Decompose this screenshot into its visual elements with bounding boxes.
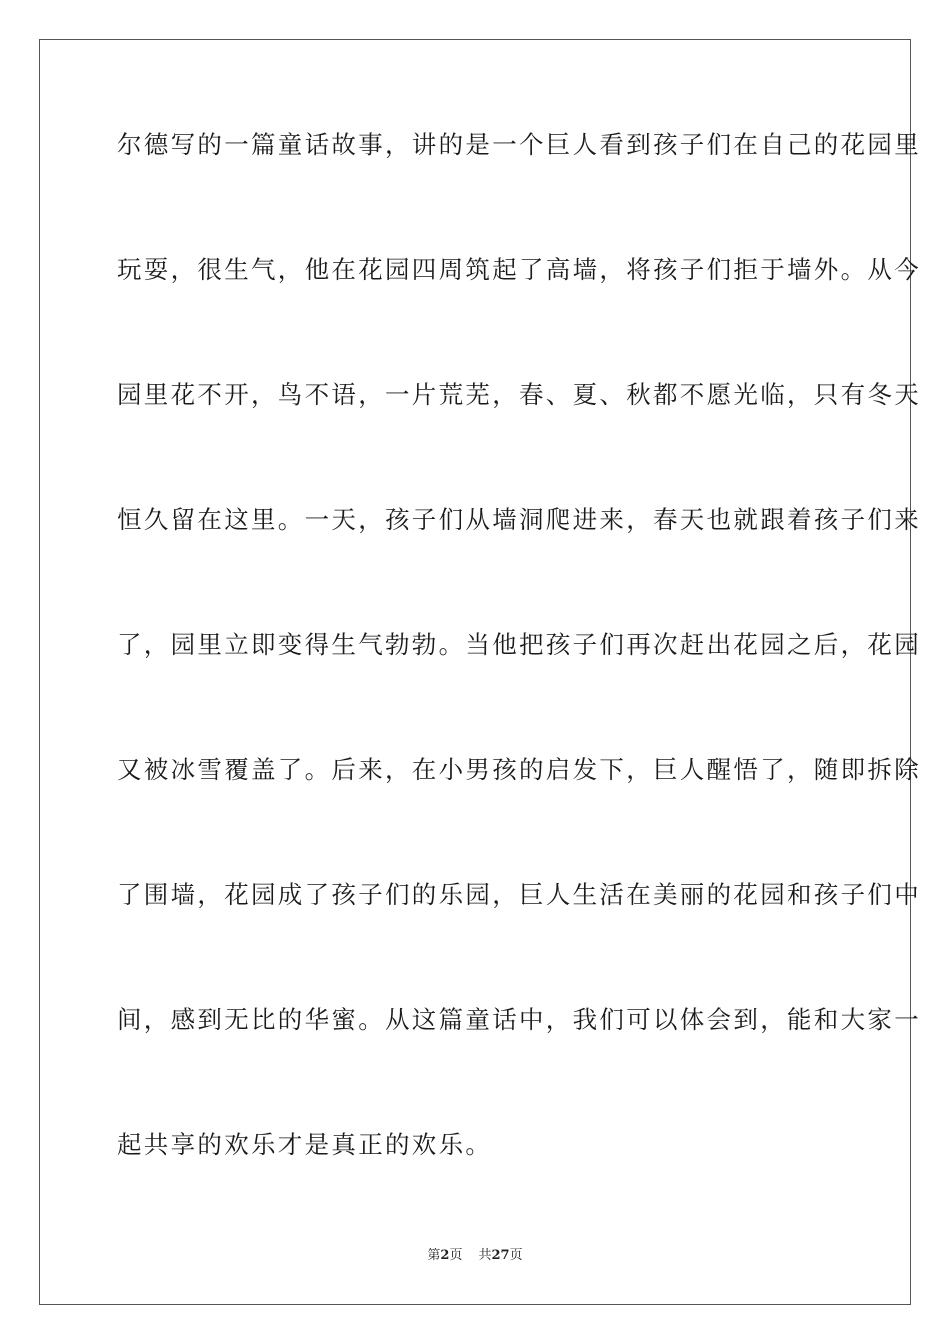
page-footer [0, 1247, 950, 1265]
text-line: 起共享的欢乐才是真正的欢乐。 [117, 1130, 493, 1159]
body-text [117, 128, 921, 1253]
text-line: 园里花不开，鸟不语，一片荒芜，春、夏、秋都不愿光临，只有冬天 [117, 380, 921, 409]
page-suffix: 页 [449, 1248, 463, 1263]
current-page-number: 2 [440, 1248, 450, 1263]
total-suffix: 页 [509, 1248, 523, 1263]
total-pages-number: 27 [491, 1248, 510, 1263]
text-line: 玩耍，很生气，他在花园四周筑起了高墙，将孩子们拒于墙外。从今 [117, 255, 921, 284]
total-prefix: 共 [478, 1248, 492, 1263]
text-line: 尔德写的一篇童话故事，讲的是一个巨人看到孩子们在自己的花园里 [117, 130, 921, 159]
page-prefix: 第 [427, 1248, 441, 1263]
text-line: 了围墙，花园成了孩子们的乐园，巨人生活在美丽的花园和孩子们中 [117, 880, 921, 909]
text-line: 又被冰雪覆盖了。后来，在小男孩的启发下，巨人醒悟了，随即拆除 [117, 755, 921, 784]
text-line: 了，园里立即变得生气勃勃。当他把孩子们再次赶出花园之后，花园 [117, 630, 921, 659]
text-line: 恒久留在这里。一天，孩子们从墙洞爬进来，春天也就跟着孩子们来 [117, 505, 921, 534]
text-line: 间，感到无比的华蜜。从这篇童话中，我们可以体会到，能和大家一 [117, 1005, 921, 1034]
